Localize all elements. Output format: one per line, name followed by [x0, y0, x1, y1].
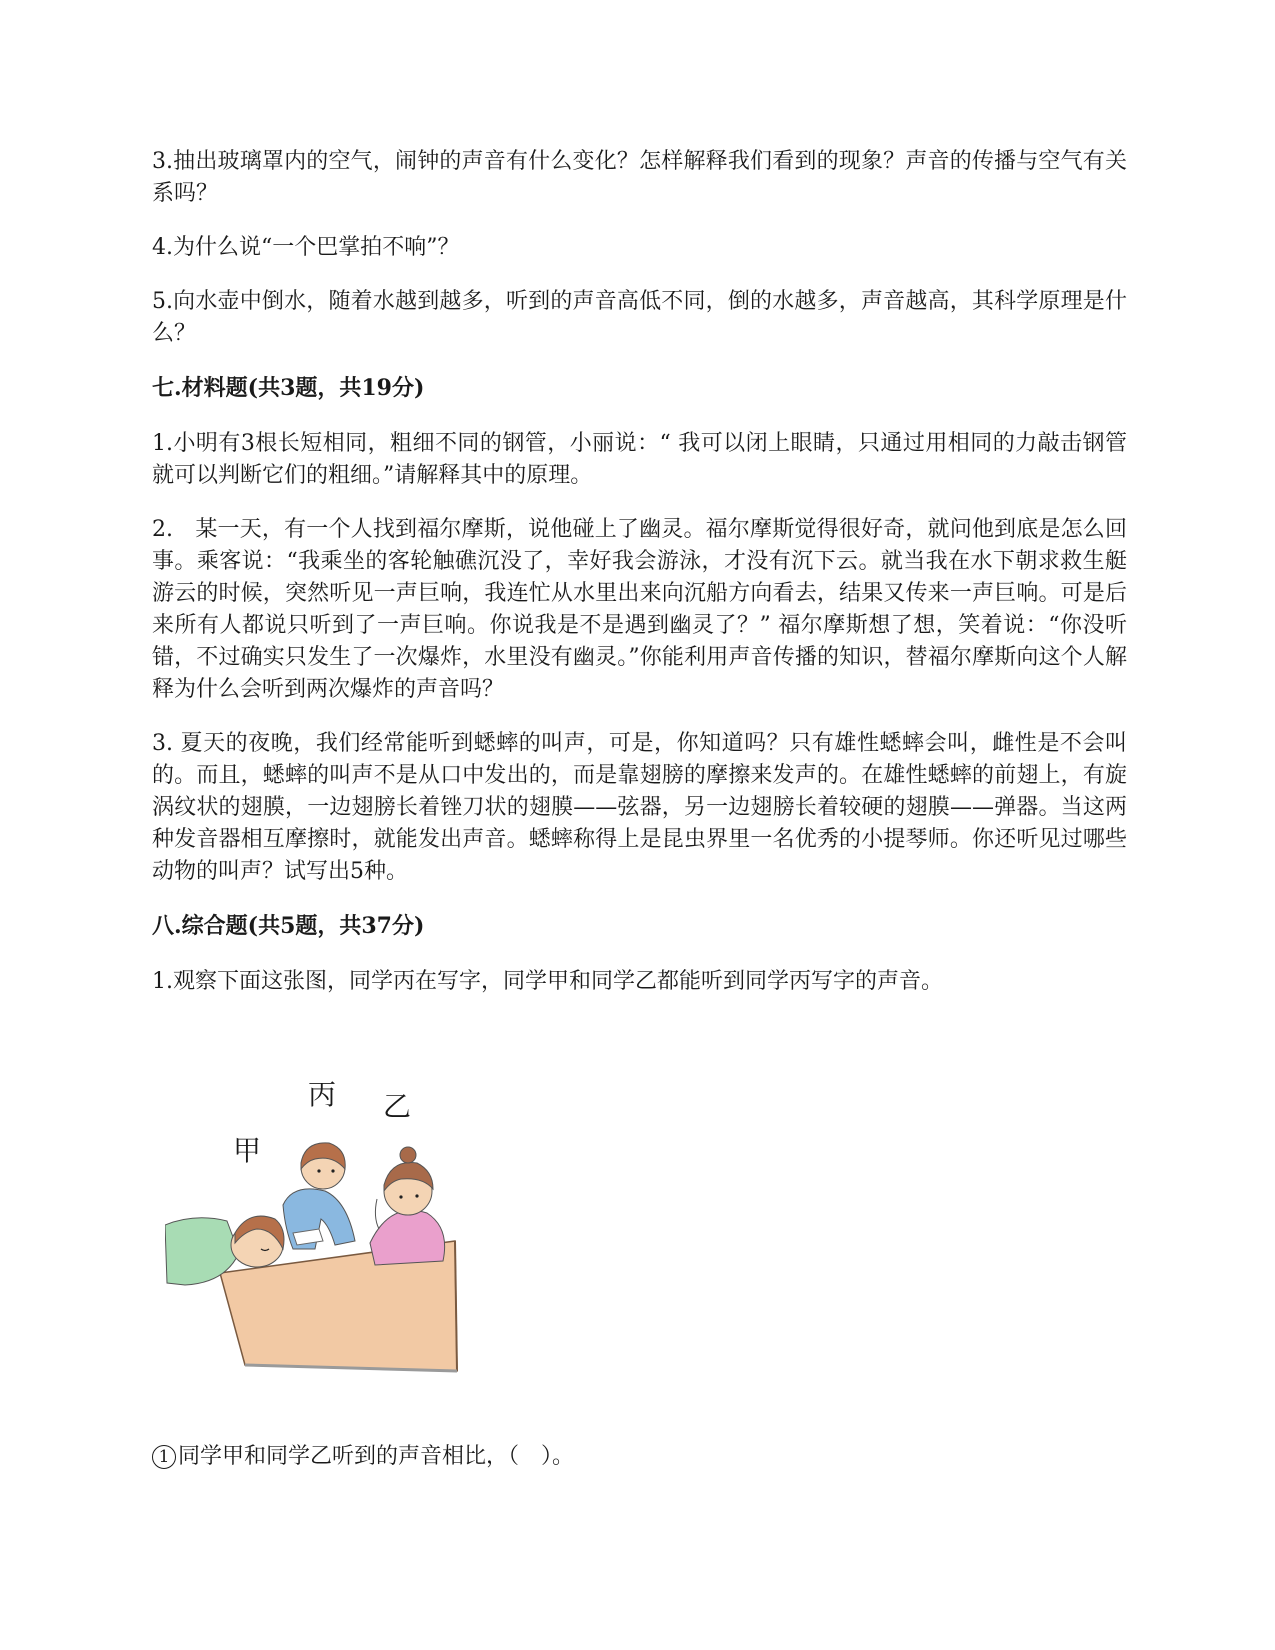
question-7-1: 1.小明有3根长短相同，粗细不同的钢管，小丽说：“ 我可以闭上眼睛，只通过用相同的力敲击钢管就可以判断它们的粗细。”请解释其中的原理。: [152, 431, 1127, 488]
section-8-heading: 八.综合题(共5题，共37分): [152, 913, 425, 939]
question-8-1: 1.观察下面这张图，同学丙在写字，同学甲和同学乙都能听到同学丙写字的声音。: [152, 969, 943, 994]
question-7-2: 2. 某一天，有一个人找到福尔摩斯，说他碰上了幽灵。福尔摩斯觉得很好奇，就问他到底是怎么回事。乘客说：“我乘坐的客轮触礁沉没了，幸好我会游泳，才没有沉下云。就当我在水下朝求救生艇游云的时候，突然听见一声巨响，我连忙从水里出来向沉船方向看去，结果又传来一声巨响。可是后来所有人都说只听到了一声巨响。你说我是不是遇到幽灵了？” 福尔摩斯想了想，笑着说：“你没听错，不过确实只发生了一次爆炸，水里没有幽灵。”你能利用声音传播的知识，替福尔摩斯向这个人解释为什么会听到两次爆炸的声音吗？: [152, 517, 1127, 702]
question-6-3: 3.抽出玻璃罩内的空气，闹钟的声音有什么变化？怎样解释我们看到的现象？声音的传播与空气有关系吗？: [152, 149, 1127, 206]
subquestion-8-1-1: [152, 1441, 574, 1473]
students-illustration: [165, 1078, 485, 1393]
question-7-3: 3. 夏天的夜晚，我们经常能听到蟋蟀的叫声，可是，你知道吗？只有雄性蟋蟀会叫，雌性是不会叫的。而且，蟋蟀的叫声不是从口中发出的，而是靠翅膀的摩擦来发声的。在雄性蟋蟀的前翅上，有旋涡纹状的翅膜，一边翅膀长着锉刀状的翅膜——弦器，另一边翅膀长着较硬的翅膜——弹器。当这两种发音器相互摩擦时，就能发出声音。蟋蟀称得上是昆虫界里一名优秀的小提琴师。你还听见过哪些动物的叫声？试写出5种。: [152, 731, 1127, 884]
label-bing: 丙: [308, 1078, 337, 1111]
section-7-heading: 七.材料题(共3题，共19分): [152, 375, 425, 401]
label-yi: 乙: [383, 1090, 412, 1123]
question-6-4: 4.为什么说“一个巴掌拍不响”？: [152, 235, 460, 260]
circled-number-marker: 1: [152, 1445, 176, 1469]
label-jia: 甲: [233, 1134, 262, 1167]
question-6-5: 5.向水壶中倒水，随着水越到越多，听到的声音高低不同，倒的水越多，声音越高，其科学原理是什么？: [152, 289, 1127, 346]
subquestion-text: 同学甲和同学乙听到的声音相比，（ ）。: [178, 1444, 575, 1469]
document-body: [152, 146, 1127, 1020]
